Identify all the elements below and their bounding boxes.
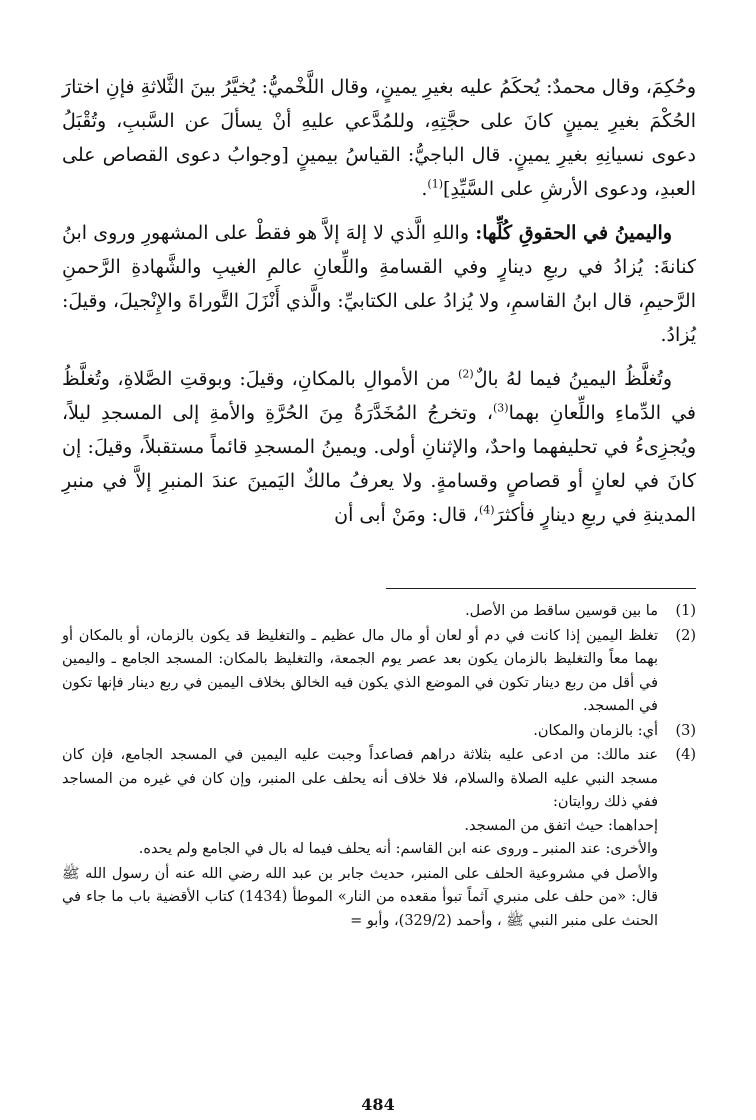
page-number: 484 <box>361 1095 395 1114</box>
footnote-text: والأصل في مشروعية الحلف على المنبر، حديث جابر بن عبد الله رضي الله عنه أن رسول الله ﷺ قال: «من حلف على منبري آثماً تبوأ مقعده من النار» الموطأ (1434) كتاب الأقضية باب ما جاء في الحنث على منبر النبي ﷺ ، وأحمد (329/2)، وأبو = <box>62 865 659 929</box>
footnote-body <box>62 720 658 744</box>
paragraph <box>62 362 696 532</box>
paragraph <box>62 70 696 206</box>
footnote-ref[interactable]: (1) <box>427 177 444 191</box>
paragraph-text: واللهِ الَّذي لا إلهَ إلاَّ هو فقطْ على المشهورِ وروى ابنُ كنانةَ: يُزادُ في ربعِ دينارٍ وفي القسامةِ واللِّعانِ عالمِ الغيبِ والشَّهادةِ الرَّحمنِ الرَّحيمِ، قال ابنُ القاسمِ، ولا يُزادُ على الكتابيِّ: والَّذي أَنْزَلَ التَّوراةَ والإِنْجيلَ، وقيلَ: يُزادُ. <box>62 222 696 346</box>
footnote <box>62 625 696 719</box>
footnote-text: تغلظ اليمين إذا كانت في دم أو لعان أو مال مال عظيم ـ والتغليظ قد يكون بالزمان، أو بالمكان أو بهما معاً والتغليظ بالزمان يكون بعد عصر يوم الجمعة، والتغليظ بالمكان: المسجد الجامع ـ واليمين في أقل من ربع دينار تكون في الموضع الذي يكون فيه الخالق بخلاف اليمين في ربع دينار فإنها تكون في المسجد. <box>62 627 658 714</box>
footnote-body <box>62 625 658 719</box>
footnote-text: عند مالك: من ادعى عليه بثلاثة دراهم فصاعداً وجبت عليه اليمين في المسجد الجامع، فإن كان مسجد النبي عليه الصلاة والسلام، فلا خلاف أنه يحلف على المنبر، وإن كان في غيره من المساجد ففي ذلك روايتان: <box>62 747 658 810</box>
paragraph-text: وحُكِمَ، وقال محمدٌ: يُحكَمُ عليه بغيرِ يمينٍ، وقال اللَّخْميُّ: يُخيَّرُ بينَ الثَّلاثةِ فإنِ اختارَ الحُكْمَ بغيرِ يمينٍ كانَ على حجَّتِهِ، وللمُدَّعي عليهِ أنْ يسألَ عن السَّببِ، وتُقْبَلُ دعوى نسيانِهِ بغيرِ يمينٍ. قال الباجيُّ: القياسُ بيمينٍ [وجوابُ دعوى القصاص على العبدِ، ودعوى الأرشِ على السَّيِّدِ] <box>62 76 697 200</box>
main-text <box>62 70 696 532</box>
footnotes <box>62 600 696 933</box>
footnote-number: (1) <box>675 603 696 619</box>
footnote-text: أي: بالزمان والمكان. <box>533 722 658 739</box>
footnote-text: إحداهما: حيث اتفق من المسجد. <box>464 817 658 834</box>
paragraph-text: ، قال: ومَنْ أبى أن <box>334 504 479 526</box>
paragraph-text: وتُغلَّظُ اليمينُ فيما لهُ بالٌ <box>473 368 672 390</box>
paragraph-text: من الأموالِ بالمكانِ، وقيلَ: وبوقتِ الصَّلاةِ، وتُغلَّظُ في الدِّماءِ واللِّعانِ بهما <box>62 368 696 424</box>
footnote <box>62 744 696 862</box>
paragraph-text: ، وتخرجُ المُخَدَّرَةُ مِنَ الحُرَّةِ والأمةِ إلى المسجدِ ليلاً، ويُجزِىءُ في تحليفهما واحدٌ، والإثنانِ أولى. ويمينُ المسجدِ قائماً مستقبلاً، وقيلَ: إن كانَ في لعانٍ أو قصاصٍ وقسامةٍ. ولا يعرفُ مالكٌ اليَمينَ عندَ المنبرِ إلاَّ في منبرِ المدينةِ في ربعِ دينارٍ فأكثرَ <box>62 402 696 526</box>
footnote-ref[interactable]: (4) <box>478 503 495 517</box>
footnote-text: والأخرى: عند المنبر ـ وروى عنه ابن القاسم: أنه يحلف فيما له بال في الجامع ولم يحده. <box>138 841 658 857</box>
footnote-number: (2) <box>675 627 696 644</box>
footnote-body <box>62 744 658 862</box>
footnote-number: (4) <box>675 747 696 763</box>
footnote-ref[interactable]: (3) <box>493 401 509 415</box>
footnote-number: (3) <box>675 722 696 739</box>
footnote-text: ما بين قوسين ساقط من الأصل. <box>465 603 658 619</box>
footnote <box>62 720 696 744</box>
paragraph-lead: واليمينُ في الحقوقِ كُلِّها: <box>475 222 672 244</box>
paragraph-text: . <box>421 178 428 200</box>
footnote <box>62 600 696 624</box>
footnote-continuation <box>62 863 658 934</box>
page <box>62 70 696 1100</box>
footnote-ref[interactable]: (2) <box>458 367 474 381</box>
paragraph <box>62 216 696 352</box>
footnote-body <box>62 600 658 624</box>
footnote-divider <box>386 588 696 589</box>
